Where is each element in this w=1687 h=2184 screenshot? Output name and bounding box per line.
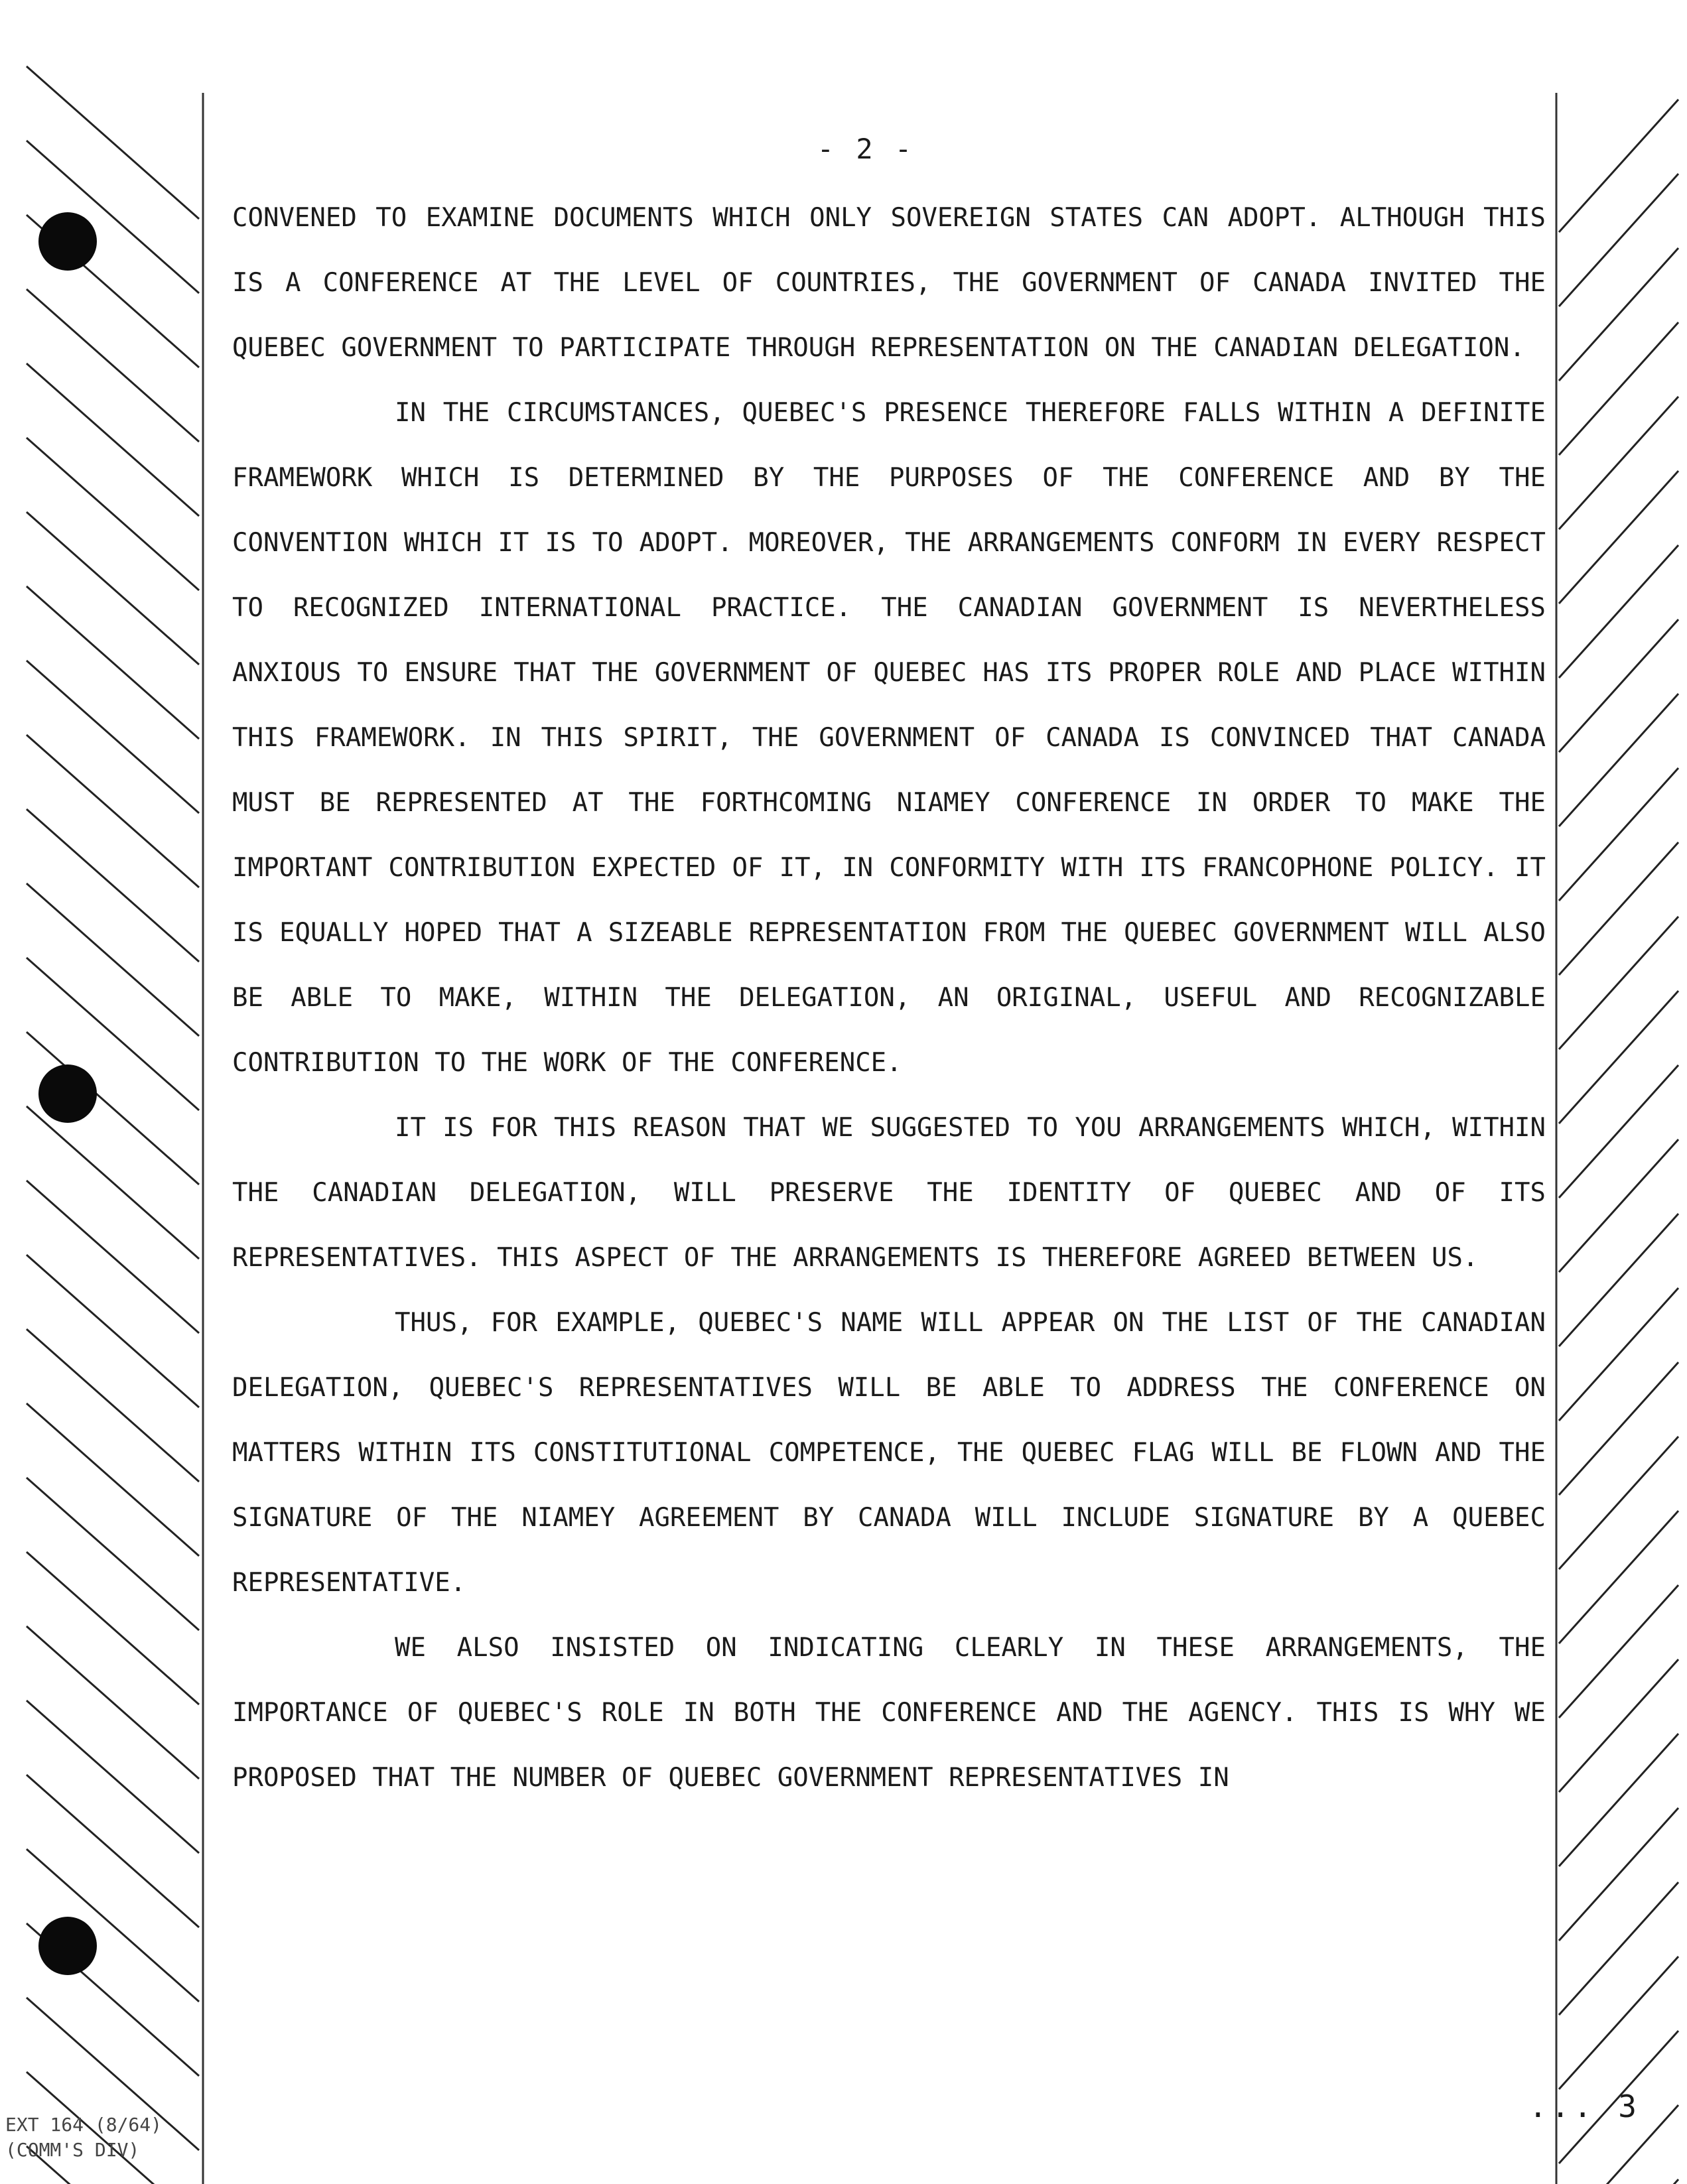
page-number: - 2 - xyxy=(817,133,915,165)
punch-hole-middle xyxy=(38,1064,97,1123)
right-margin-hatching xyxy=(1532,0,1687,2184)
letter-body xyxy=(232,186,1546,1811)
document-page xyxy=(206,80,1546,2149)
continuation-marker: ... 3 xyxy=(1528,2088,1641,2124)
form-stamp-line-2: (COMM'S DIV) xyxy=(5,2139,140,2161)
punch-hole-bottom xyxy=(38,1917,97,1975)
punch-hole-top xyxy=(38,212,97,271)
form-stamp-line-1: EXT 164 (8/64) xyxy=(5,2114,163,2136)
paragraph-5: WE ALSO INSISTED ON INDICATING CLEARLY IN THESE ARRANGEMENTS, THE IMPORTANCE OF QUEBEC'S ROLE IN BOTH THE CONFERENCE AND THE AGENCY. THIS IS WHY WE PROPOSED THAT THE NUMBER OF QUEBEC GOVERNMENT REPRESENTATIVES IN xyxy=(232,1633,1546,1793)
paragraph-3: IT IS FOR THIS REASON THAT WE SUGGESTED TO YOU ARRANGEMENTS WHICH, WITHIN THE CANADIAN DELEGATION, WILL PRESERVE THE IDENTITY OF QUEBEC AND OF ITS REPRESENTATIVES. THIS ASPECT OF THE ARRANGEMENTS IS THEREFORE AGREED BETWEEN US. xyxy=(232,1113,1546,1273)
paragraph-4: THUS, FOR EXAMPLE, QUEBEC'S NAME WILL APPEAR ON THE LIST OF THE CANADIAN DELEGATION, QUEBEC'S REPRESENTATIVES WILL BE ABLE TO ADDRESS THE CONFERENCE ON MATTERS WITHIN ITS CONSTITUTIONAL COMPETENCE, THE QUEBEC FLAG WILL BE FLOWN AND THE SIGNATURE OF THE NIAMEY AGREEMENT BY CANADA WILL INCLUDE SIGNATURE BY A QUEBEC REPRESENTATIVE. xyxy=(232,1308,1546,1598)
paragraph-2: IN THE CIRCUMSTANCES, QUEBEC'S PRESENCE THEREFORE FALLS WITHIN A DEFINITE FRAMEWORK WHICH IS DETERMINED BY THE PURPOSES OF THE CONFERENCE AND BY THE CONVENTION WHICH IT IS TO ADOPT. MOREOVER, THE ARRANGEMENTS CONFORM IN EVERY RESPECT TO RECOGNIZED INTERNATIONAL PRACTICE. THE CANADIAN GOVERNMENT IS NEVERTHELESS ANXIOUS TO ENSURE THAT THE GOVERNMENT OF QUEBEC HAS ITS PROPER ROLE AND PLACE WITHIN THIS FRAMEWORK. IN THIS SPIRIT, THE GOVERNMENT OF CANADA IS CONVINCED THAT CANADA MUST BE REPRESENTED AT THE FORTHCOMING NIAMEY CONFERENCE IN ORDER TO MAKE THE IMPORTANT CONTRIBUTION EXPECTED OF IT, IN CONFORMITY WITH ITS FRANCOPHONE POLICY. IT IS EQUALLY HOPED THAT A SIZEABLE REPRESENTATION FROM THE QUEBEC GOVERNMENT WILL ALSO BE ABLE TO MAKE, WITHIN THE DELEGATION, AN ORIGINAL, USEFUL AND RECOGNIZABLE CONTRIBUTION TO THE WORK OF THE CONFERENCE. xyxy=(232,398,1546,1078)
paragraph-1: CONVENED TO EXAMINE DOCUMENTS WHICH ONLY SOVEREIGN STATES CAN ADOPT. ALTHOUGH THIS IS A CONFERENCE AT THE LEVEL OF COUNTRIES, THE GOVERNMENT OF CANADA INVITED THE QUEBEC GOVERNMENT TO PARTICIPATE THROUGH REPRESENTATION ON THE CANADIAN DELEGATION. xyxy=(232,203,1546,363)
left-margin-hatching xyxy=(0,0,206,2184)
form-stamp xyxy=(5,2112,162,2163)
